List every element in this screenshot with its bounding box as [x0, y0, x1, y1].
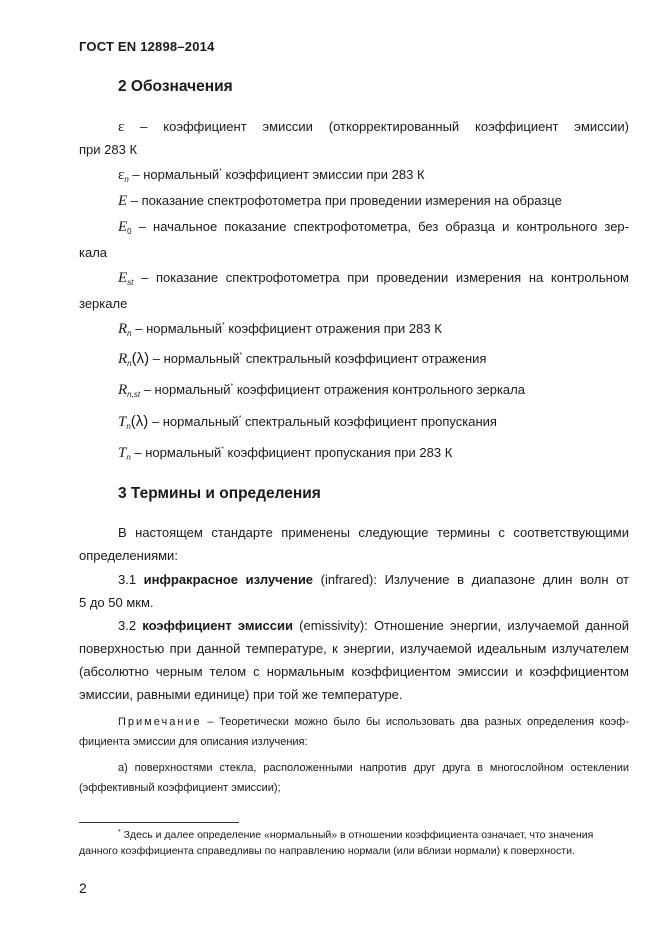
symbol-item-epsilon	[118, 116, 629, 138]
term-definition-cont: 5 до 50 мкм.	[79, 595, 154, 610]
symbol-description-cont: кала	[79, 245, 108, 260]
term-definition-line4: эмиссии, равными единице) при той же температуре.	[79, 687, 403, 702]
symbol-description-rest: спектральный коэффициент пропускания	[241, 414, 497, 429]
term-emissivity	[118, 615, 629, 637]
symbol-item-tn	[118, 442, 452, 467]
symbol-subscript: st	[127, 278, 134, 287]
document-header: ГОСТ EN 12898–2014	[79, 39, 215, 54]
note-text-cont: фициента эмиссии для описания излучения:	[79, 736, 308, 748]
symbol-description: – показание спектрофотометра при проведении измерения на контрольном	[133, 270, 629, 285]
symbol-description-rest: коэффициент эмиссии при 283 К	[221, 167, 425, 182]
symbol-item-e	[118, 190, 562, 212]
footnote-mark: *	[219, 168, 222, 175]
term-name: коэффициент эмиссии	[142, 618, 293, 633]
symbol-description-rest: коэффициент отражения контрольного зеркала	[233, 382, 525, 397]
symbol-description: – нормальный	[130, 445, 222, 460]
note-item-a-cont: (эффективный коэффициент эмиссии);	[79, 782, 281, 794]
symbol-description-rest: коэффициент пропускания при 283 К	[223, 445, 453, 460]
symbol: T	[118, 414, 127, 430]
symbol-item-rn-lambda	[118, 348, 486, 373]
symbol-description: – нормальный	[131, 321, 223, 336]
footnote-text-cont: данного коэффициента справедливы по направлению нормали (или вблизи нормали) к поверхности.	[79, 845, 575, 857]
page-number: 2	[79, 880, 87, 896]
section-3-intro-cont: определениями:	[79, 548, 178, 563]
symbol-subscript: n	[124, 175, 129, 184]
symbol: E	[118, 270, 128, 286]
footnote-text: Здесь и далее определение «нормальный» в отношении коэффициента означает, что значения	[120, 829, 594, 841]
section-2-title: 2 Обозначения	[118, 78, 233, 95]
footnote-mark: *	[238, 415, 242, 422]
symbol-subscript: n	[127, 329, 132, 338]
symbol-subscript: n	[126, 422, 131, 431]
symbol-subscript: n	[126, 453, 131, 462]
symbol: ε	[118, 119, 125, 135]
symbol-argument: (λ)	[130, 413, 149, 430]
note-item-a: а) поверхностями стекла, расположенными напротив друг друга в многослойном остеклении	[118, 762, 629, 774]
term-number: 3.1	[118, 572, 144, 587]
section-3-title: 3 Термины и определения	[118, 485, 321, 502]
footnote-mark: *	[230, 383, 234, 390]
term-definition: (infrared): Излучение в диапазоне длин волн от	[313, 572, 630, 587]
symbol-description: – показание спектрофотометра при проведении измерения на образце	[127, 193, 562, 208]
symbol: T	[118, 445, 127, 461]
note	[118, 712, 629, 732]
symbol: R	[118, 321, 128, 337]
symbol-description-cont: при 283 К	[79, 142, 138, 157]
term-definition-line2: поверхностью при данной температуре, к энергии, излучаемой идеальным излучателем	[79, 641, 629, 656]
symbol-item-tn-lambda	[118, 411, 497, 436]
symbol-description: – нормальный	[128, 167, 220, 182]
symbol-argument: (λ)	[131, 350, 150, 367]
symbol-description: – коэффициент эмиссии (откорректированный коэффициент эмиссии)	[124, 119, 629, 134]
symbol-item-epsilon-n	[118, 164, 425, 189]
term-definition-line3: (абсолютно черным телом с нормальным коэффициентом эмиссии и коэффициентом	[79, 664, 629, 679]
symbol-item-est	[118, 267, 629, 291]
footnote-mark: *	[222, 322, 225, 329]
note-text: – Теоретически можно было бы использовать два разных определения коэф-	[201, 716, 629, 728]
symbol: E	[118, 193, 128, 209]
note-label: Примечание	[118, 716, 202, 728]
symbol-subscript: n,st	[127, 390, 141, 399]
footnote-mark: *	[221, 446, 224, 453]
symbol: R	[118, 382, 128, 398]
symbol-description: – нормальный	[140, 382, 231, 397]
term-number: 3.2	[118, 618, 143, 633]
symbol: ε	[118, 167, 125, 183]
term-name: инфракрасное излучение	[143, 572, 314, 587]
symbol-item-e0	[118, 216, 629, 240]
symbol-item-rnst	[118, 379, 525, 404]
symbol-description-rest: коэффициент отражения при 283 К	[224, 321, 442, 336]
symbol-description-cont: зеркале	[79, 296, 128, 311]
symbol-description: – нормальный	[148, 414, 239, 429]
symbol-description-rest: спектральный коэффициент отражения	[242, 351, 487, 366]
symbol-subscript: n	[127, 359, 132, 368]
symbol: E	[118, 219, 128, 235]
term-infrared	[118, 569, 629, 591]
footnote-rule	[79, 822, 239, 823]
symbol: R	[118, 351, 128, 367]
symbol-description: – нормальный	[149, 351, 240, 366]
symbol-item-rn	[118, 318, 442, 343]
symbol-subscript: 0	[127, 227, 132, 236]
term-definition: (emissivity): Отношение энергии, излучаемой данной	[292, 618, 629, 633]
symbol-description: – начальное показание спектрофотометра, без образца и контрольного зер-	[131, 219, 629, 234]
footnote-mark: *	[239, 352, 243, 359]
footnote-mark: *	[118, 829, 121, 836]
section-3-intro: В настоящем стандарте применены следующие термины с соответствующими	[118, 525, 629, 540]
